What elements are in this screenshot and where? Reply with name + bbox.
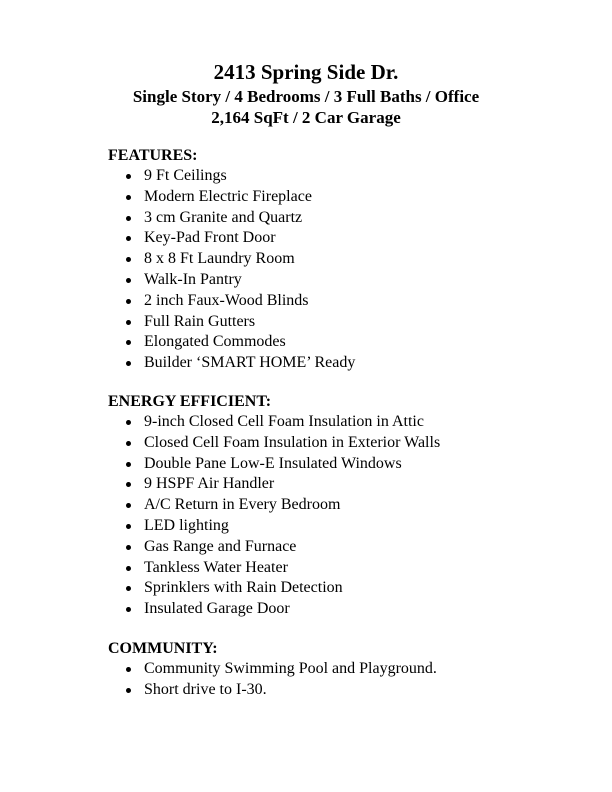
bullet-icon [126, 586, 131, 591]
bullet-icon [126, 441, 131, 446]
bullet-icon [126, 299, 131, 304]
bullet-icon [126, 195, 131, 200]
list-item-text: Short drive to I-30. [144, 680, 267, 698]
list-item [108, 412, 578, 433]
list-item-text: 9-inch Closed Cell Foam Insulation in Attic [144, 413, 424, 430]
bullet-icon [126, 420, 131, 425]
energy-efficient-list [108, 412, 578, 620]
list-item-text: 2 inch Faux-Wood Blinds [144, 291, 309, 309]
list-item-text: Sprinklers with Rain Detection [144, 579, 343, 597]
bullet-icon [126, 667, 131, 672]
list-item-text: Full Rain Gutters [144, 312, 256, 330]
features-heading: FEATURES: [108, 147, 198, 164]
list-item [108, 208, 578, 229]
energy-efficient-section [108, 392, 578, 620]
community-list [108, 659, 578, 701]
list-item-text: LED lighting [144, 516, 229, 534]
list-item [108, 537, 578, 558]
list-item-text: Elongated Commodes [144, 333, 286, 351]
list-item [108, 228, 578, 249]
bullet-icon [126, 524, 131, 529]
list-item [108, 659, 578, 680]
bullet-icon [126, 482, 131, 487]
community-heading: COMMUNITY: [108, 640, 218, 657]
list-item-text: A/C Return in Every Bedroom [144, 496, 341, 514]
list-item [108, 291, 578, 312]
bullet-icon [126, 688, 131, 693]
bullet-icon [126, 278, 131, 283]
list-item [108, 187, 578, 208]
list-item [108, 249, 578, 270]
bullet-icon [126, 503, 131, 508]
list-item-text: Modern Electric Fireplace [144, 187, 312, 205]
list-item [108, 312, 578, 333]
features-section [108, 146, 578, 374]
bullet-icon [126, 174, 131, 179]
list-item [108, 166, 578, 187]
list-item-text: Insulated Garage Door [144, 600, 290, 618]
list-item-text: Community Swimming Pool and Playground. [144, 660, 437, 677]
list-item-text: 8 x 8 Ft Laundry Room [144, 250, 295, 268]
bullet-icon [126, 340, 131, 345]
property-size-line: 2,164 SqFt / 2 Car Garage [211, 108, 401, 127]
list-item [108, 599, 578, 620]
bullet-icon [126, 566, 131, 571]
list-item [108, 454, 578, 475]
list-item [108, 332, 578, 353]
energy-efficient-heading: ENERGY EFFICIENT: [108, 393, 272, 410]
community-section [108, 639, 578, 701]
list-item-text: Walk-In Pantry [144, 270, 242, 288]
list-item-text: 9 Ft Ceilings [144, 167, 227, 184]
list-item-text: Closed Cell Foam Insulation in Exterior Walls [144, 433, 441, 451]
property-header [0, 58, 612, 128]
property-summary-line: Single Story / 4 Bedrooms / 3 Full Baths / Office [132, 87, 480, 106]
list-item-text: Tankless Water Heater [144, 558, 288, 576]
bullet-icon [126, 236, 131, 241]
bullet-icon [126, 545, 131, 550]
bullet-icon [126, 216, 131, 221]
bullet-icon [126, 257, 131, 262]
bullet-icon [126, 320, 131, 325]
features-list [108, 166, 578, 374]
list-item [108, 516, 578, 537]
list-item [108, 474, 578, 495]
list-item [108, 558, 578, 579]
list-item [108, 680, 578, 701]
bullet-icon [126, 607, 131, 612]
list-item [108, 353, 578, 374]
list-item [108, 270, 578, 291]
list-item-text: 9 HSPF Air Handler [144, 475, 275, 493]
list-item-text: Builder ‘SMART HOME’ Ready [144, 354, 356, 372]
list-item-text: Gas Range and Furnace [144, 537, 297, 555]
list-item [108, 495, 578, 516]
bullet-icon [126, 462, 131, 467]
list-item [108, 578, 578, 599]
list-item-text: Double Pane Low-E Insulated Windows [144, 454, 402, 472]
list-item [108, 433, 578, 454]
list-item-text: Key-Pad Front Door [144, 229, 276, 247]
property-address-title: 2413 Spring Side Dr. [213, 60, 399, 84]
bullet-icon [126, 361, 131, 366]
list-item-text: 3 cm Granite and Quartz [144, 208, 303, 226]
